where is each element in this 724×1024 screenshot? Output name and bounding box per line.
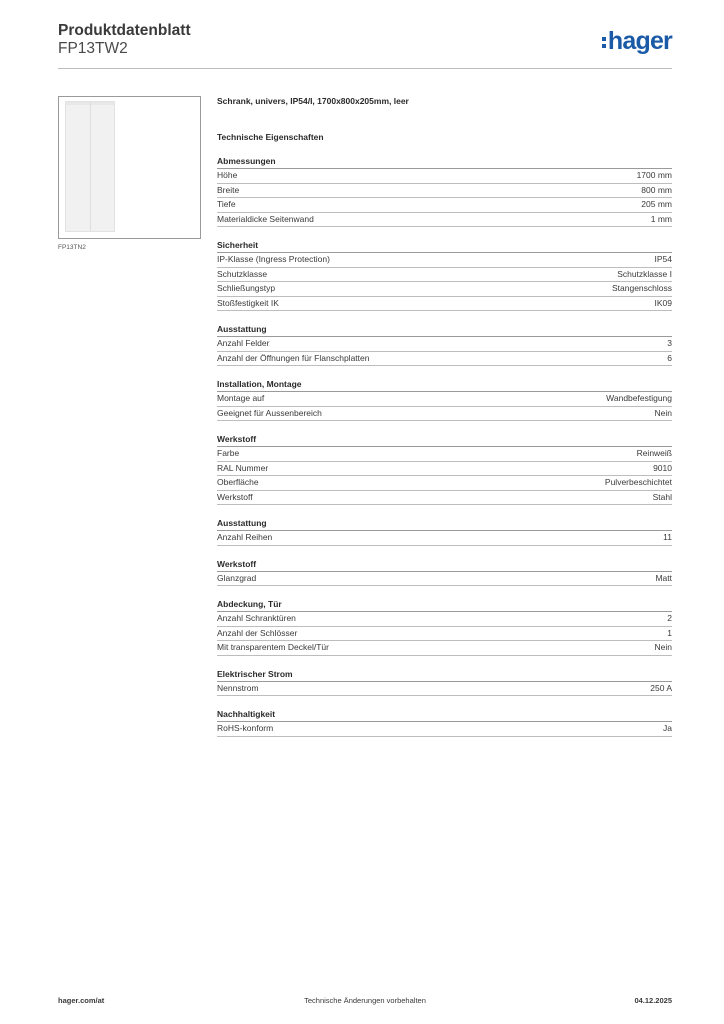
spec-section: [217, 598, 672, 656]
spec-value: Schutzklasse I: [617, 268, 672, 279]
spec-label: Höhe: [217, 170, 238, 180]
spec-value: Reinweiß: [636, 448, 672, 458]
section-title: Abmessungen: [217, 155, 672, 169]
spec-row: [217, 641, 672, 656]
section-title: Elektrischer Strom: [217, 668, 672, 682]
spec-row: [217, 282, 672, 297]
logo-text: hager: [607, 27, 672, 55]
spec-row: [217, 297, 672, 312]
product-description: Schrank, univers, IP54/I, 1700x800x205mm, leer: [217, 96, 409, 106]
spec-content: [217, 95, 672, 737]
product-image: [58, 96, 201, 239]
spec-row: [217, 476, 672, 491]
spec-row: [217, 268, 672, 283]
technical-properties-heading: Technische Eigenschaften: [217, 132, 324, 142]
spec-value: IK09: [654, 297, 672, 308]
image-caption: FP13TN2: [58, 244, 86, 251]
spec-value: 11: [663, 532, 672, 542]
section-title: Nachhaltigkeit: [217, 708, 672, 722]
footer-date: 04.12.2025: [634, 996, 672, 1005]
hager-logo[interactable]: [602, 28, 672, 54]
spec-row: [217, 462, 672, 477]
spec-section: [217, 155, 672, 227]
spec-row: [217, 407, 672, 422]
spec-row: [217, 169, 672, 184]
section-title: Abdeckung, Tür: [217, 598, 672, 612]
spec-value: 6: [667, 352, 672, 363]
spec-row: [217, 198, 672, 213]
spec-label: Anzahl Reihen: [217, 532, 273, 542]
spec-row: [217, 682, 672, 697]
spec-value: Stahl: [652, 491, 672, 502]
spec-value: Matt: [655, 572, 672, 583]
spec-value: 1700 mm: [636, 170, 672, 180]
spec-row: [217, 627, 672, 642]
spec-row: [217, 722, 672, 737]
spec-label: RAL Nummer: [217, 462, 269, 473]
spec-label: Breite: [217, 184, 240, 195]
spec-row: [217, 184, 672, 199]
spec-section: [217, 239, 672, 311]
spec-label: Schließungstyp: [217, 283, 276, 293]
spec-row: [217, 392, 672, 407]
section-title: Ausstattung: [217, 323, 672, 337]
spec-label: Oberfläche: [217, 477, 259, 487]
spec-label: Anzahl Schranktüren: [217, 613, 296, 623]
spec-row: [217, 612, 672, 627]
spec-value: 2: [667, 613, 672, 623]
spec-value: 9010: [653, 462, 672, 473]
spec-value: Nein: [654, 642, 672, 652]
spec-label: Montage auf: [217, 393, 265, 403]
section-title: Ausstattung: [217, 517, 672, 531]
spec-row: [217, 531, 672, 546]
section-title: Werkstoff: [217, 558, 672, 572]
page-header: [58, 22, 672, 70]
cabinet-illustration: [65, 101, 115, 232]
spec-value: 205 mm: [641, 199, 672, 209]
spec-row: [217, 337, 672, 352]
spec-label: Werkstoff: [217, 491, 253, 502]
spec-value: Ja: [663, 723, 672, 733]
spec-value: 800 mm: [641, 184, 672, 195]
footer-disclaimer: Technische Änderungen vorbehalten: [304, 996, 426, 1005]
spec-label: Anzahl der Schlösser: [217, 627, 298, 638]
section-title: Werkstoff: [217, 433, 672, 447]
spec-value: Pulverbeschichtet: [604, 477, 672, 487]
spec-value: Wandbefestigung: [606, 393, 672, 403]
spec-label: Geeignet für Aussenbereich: [217, 407, 322, 418]
spec-section: [217, 517, 672, 546]
spec-sections: [217, 155, 672, 737]
spec-row: [217, 447, 672, 462]
spec-label: IP-Klasse (Ingress Protection): [217, 254, 330, 264]
spec-row: [217, 572, 672, 587]
spec-section: [217, 708, 672, 737]
spec-value: 250 A: [650, 682, 672, 693]
spec-row: [217, 352, 672, 367]
section-title: Sicherheit: [217, 239, 672, 253]
spec-label: Farbe: [217, 448, 240, 458]
spec-value: 1 mm: [650, 213, 672, 224]
spec-label: Materialdicke Seitenwand: [217, 213, 314, 224]
spec-label: Glanzgrad: [217, 572, 257, 583]
spec-value: Nein: [654, 407, 672, 418]
spec-label: Nennstrom: [217, 682, 259, 693]
spec-section: [217, 323, 672, 366]
logo-dots-icon: [602, 37, 606, 48]
spec-section: [217, 433, 672, 505]
spec-value: 3: [667, 338, 672, 348]
spec-value: Stangenschloss: [611, 283, 672, 293]
spec-label: RoHS-konform: [217, 723, 274, 733]
document-title: Produktdatenblatt: [58, 22, 191, 39]
spec-section: [217, 558, 672, 587]
spec-row: [217, 253, 672, 268]
spec-label: Schutzklasse: [217, 268, 268, 279]
spec-row: [217, 213, 672, 228]
footer-website-link[interactable]: hager.com/at: [58, 996, 105, 1005]
spec-label: Anzahl der Öffnungen für Flanschplatten: [217, 352, 370, 363]
product-code: FP13TW2: [58, 40, 128, 57]
spec-row: [217, 491, 672, 506]
spec-label: Anzahl Felder: [217, 338, 270, 348]
spec-section: [217, 378, 672, 421]
section-title: Installation, Montage: [217, 378, 672, 392]
spec-label: Mit transparentem Deckel/Tür: [217, 642, 329, 652]
spec-label: Tiefe: [217, 199, 236, 209]
spec-value: 1: [667, 627, 672, 638]
spec-label: Stoßfestigkeit IK: [217, 297, 279, 308]
spec-section: [217, 668, 672, 697]
spec-value: IP54: [654, 254, 672, 264]
header-divider: [58, 68, 672, 69]
